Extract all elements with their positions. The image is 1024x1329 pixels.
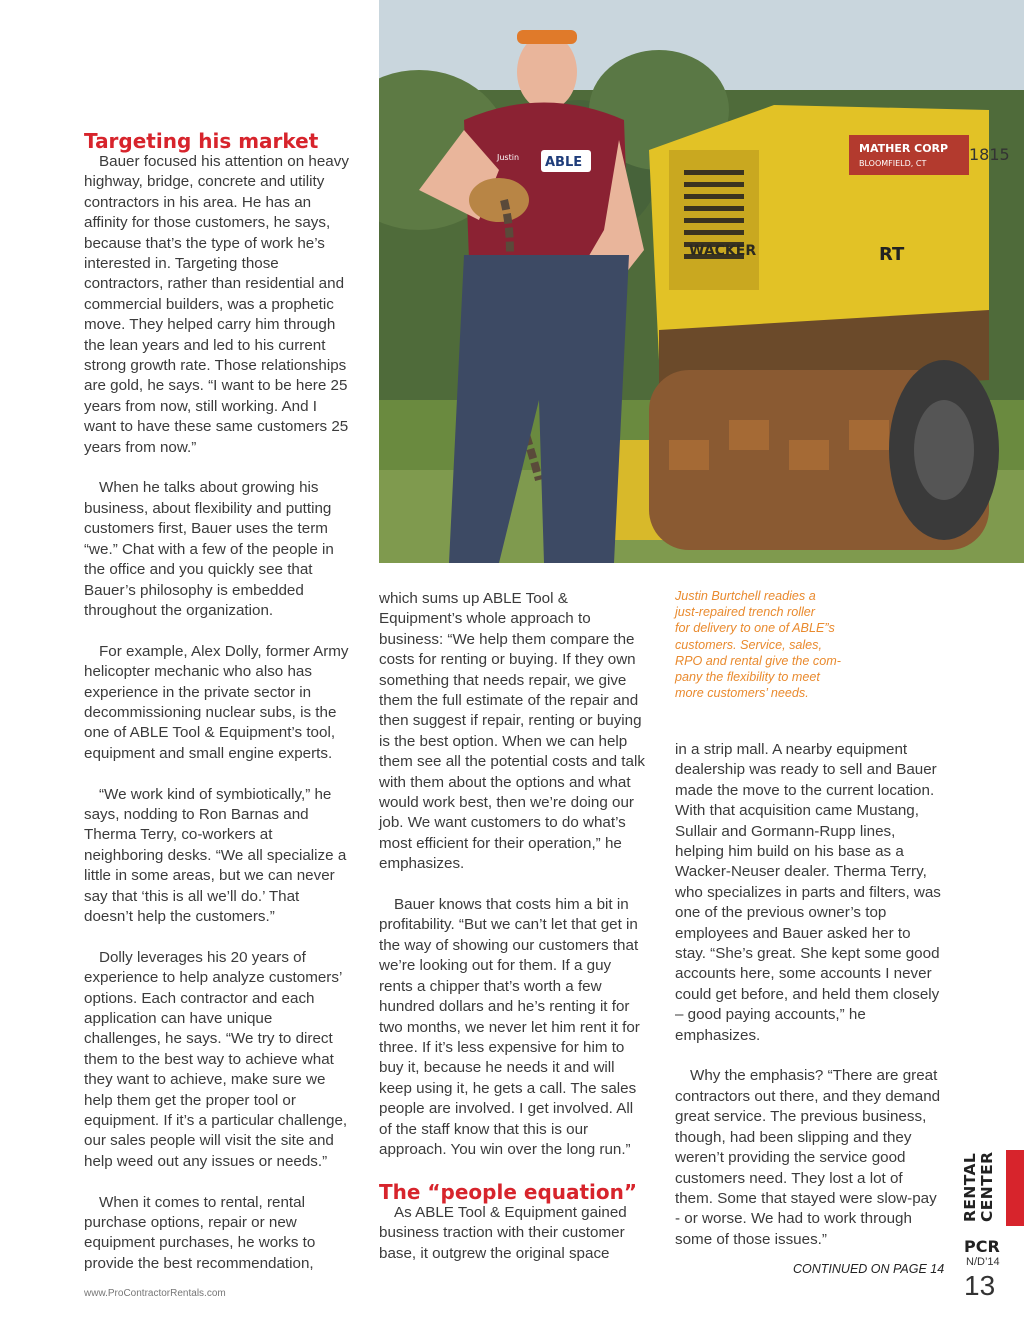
- paragraph: Bauer knows that costs him a bit in profitability. “But we can’t let that get in the way of showing our customers that we’re looking out for them. If a guy rents a chipper that’s worth a few hundred dollars and he’s renting it for two months, we never let him rent it for three. If it’s less expensive for him to buy it, because he needs it and will keep using it, he gets a call. The sales people are involved. I get involved. All of the staff know that this is our approach. You win over the long run.”: [379, 896, 640, 1158]
- footer-url: www.ProContractorRentals.com: [84, 1288, 226, 1299]
- paragraph: When he talks about growing his business, about flexibility and putting customers first, Bauer uses the term “we.” Chat with a few of the people in the office and you quickly see that Bauer’s philosophy is embedded throughout the organization.: [84, 479, 334, 619]
- section-label: [962, 1152, 996, 1222]
- paragraph: “We work kind of symbiotically,” he says, nodding to Ron Barnas and Therma Terry, co-workers at neighboring desks. “We all specialize a little in some areas, but we can never say that ‘this is all we’ll do.’ That doesn’t help the customers.”: [84, 785, 347, 925]
- article-column-3: [675, 740, 943, 1271]
- svg-text:RT: RT: [879, 244, 905, 265]
- svg-text:1815: 1815: [969, 145, 1010, 164]
- paragraph: which sums up ABLE Tool & Equipment’s whole approach to business: “We help them compare the costs for renting or buying. If they own something that needs repair, we give them the full estimate of the repair and then suggest if repair, renting or buying is the best option. When we can help them see all the potential costs and talk with them about the options and what would work best, then we’re doing our job. We want customers to do what’s most efficient for their operation,” he emphasizes.: [379, 590, 645, 873]
- paragraph: As ABLE Tool & Equipment gained business traction with their customer base, it outgrew the original space: [379, 1203, 627, 1262]
- svg-text:WACKER: WACKER: [689, 243, 757, 259]
- photo-caption: [675, 588, 875, 701]
- article-column-2: [379, 589, 645, 1284]
- svg-text:Justin: Justin: [497, 153, 520, 162]
- issue-date: N/D’14: [966, 1256, 1000, 1268]
- continued-on-page: CONTINUED ON PAGE 14: [793, 1262, 945, 1276]
- svg-text:BLOOMFIELD, CT: BLOOMFIELD, CT: [859, 159, 927, 168]
- magazine-name: PCR: [964, 1237, 1000, 1256]
- article-column-1: [84, 130, 352, 1295]
- feature-photo: [379, 0, 1024, 563]
- photo-illustration: [379, 0, 1024, 563]
- paragraph: Why the emphasis? “There are great contractors out there, and they demand great service. The previous business, though, had been slipping and they weren’t providing the service good customers need. They lost a lot of them. Some that stayed were slow-pay - or worse. We had to work through some of those issues.”: [675, 1067, 941, 1248]
- section-tab-accent: [1006, 1150, 1024, 1226]
- svg-text:ABLE: ABLE: [545, 155, 583, 170]
- page-number: 13: [964, 1270, 996, 1301]
- paragraph: Dolly leverages his 20 years of experience to help analyze customers’ options. Each contractor and each application can have unique challenges, he says. “We try to direct them to the best way to achieve what they want to achieve, make sure we help them get the proper tool or equipment. If it’s a particular challenge, our sales people will visit the site and help weed out any issues or needs.”: [84, 948, 348, 1170]
- trench-roller: [649, 105, 1010, 550]
- paragraph: For example, Alex Dolly, former Army helicopter mechanic who also has experience in the private sector in decommissioning nuclear subs, is the one of ABLE Tool & Equipment’s tool, equipment and small engine experts.: [84, 642, 349, 762]
- section-label-line2: CENTER: [978, 1151, 996, 1222]
- section-label-line1: RENTAL: [961, 1152, 979, 1222]
- section-heading-targeting: Targeting his market: [84, 129, 319, 153]
- section-heading-people-equation: The “people equation”: [379, 1179, 638, 1204]
- paragraph: Bauer focused his attention on heavy highway, bridge, concrete and utility contractors in his area. He has an affinity for those customers, he says, because that’s the type of work he’s interested in. Targeting those contractors, rather than residential and commercial builders, was a prophetic move. They helped carry him through the lean years and led to his current strong growth rate. Those relationships are gold, he says. “I want to be here 25 years from now, still working. And I want to have these same customers 25 years from now.”: [84, 153, 349, 456]
- caption-text: Justin Burtchell readies a just-repaired trench roller for delivery to one of ABLE”s customers. Service, sales, RPO and rental give the com- pany the flexibility to meet more customers’ needs.: [675, 589, 841, 701]
- paragraph: in a strip mall. A nearby equipment dealership was ready to sell and Bauer made the move to the current location. With that acquisition came Mustang, Sullair and Gormann-Rupp lines, helping him build on his base as a Wacker-Neuser dealer. Therma Terry, who specializes in parts and filters, was one of the previous owner’s top employees and Bauer asked her to stay. “She’s great. She kept some good accounts here, some accounts I never could get before, and held them closely – good paying accounts,” he emphasizes.: [675, 741, 941, 1044]
- svg-text:MATHER CORP: MATHER CORP: [859, 142, 949, 155]
- paragraph: When it comes to rental, rental purchase options, repair or new equipment purchases, he works to provide the best recommendation,: [84, 1193, 316, 1272]
